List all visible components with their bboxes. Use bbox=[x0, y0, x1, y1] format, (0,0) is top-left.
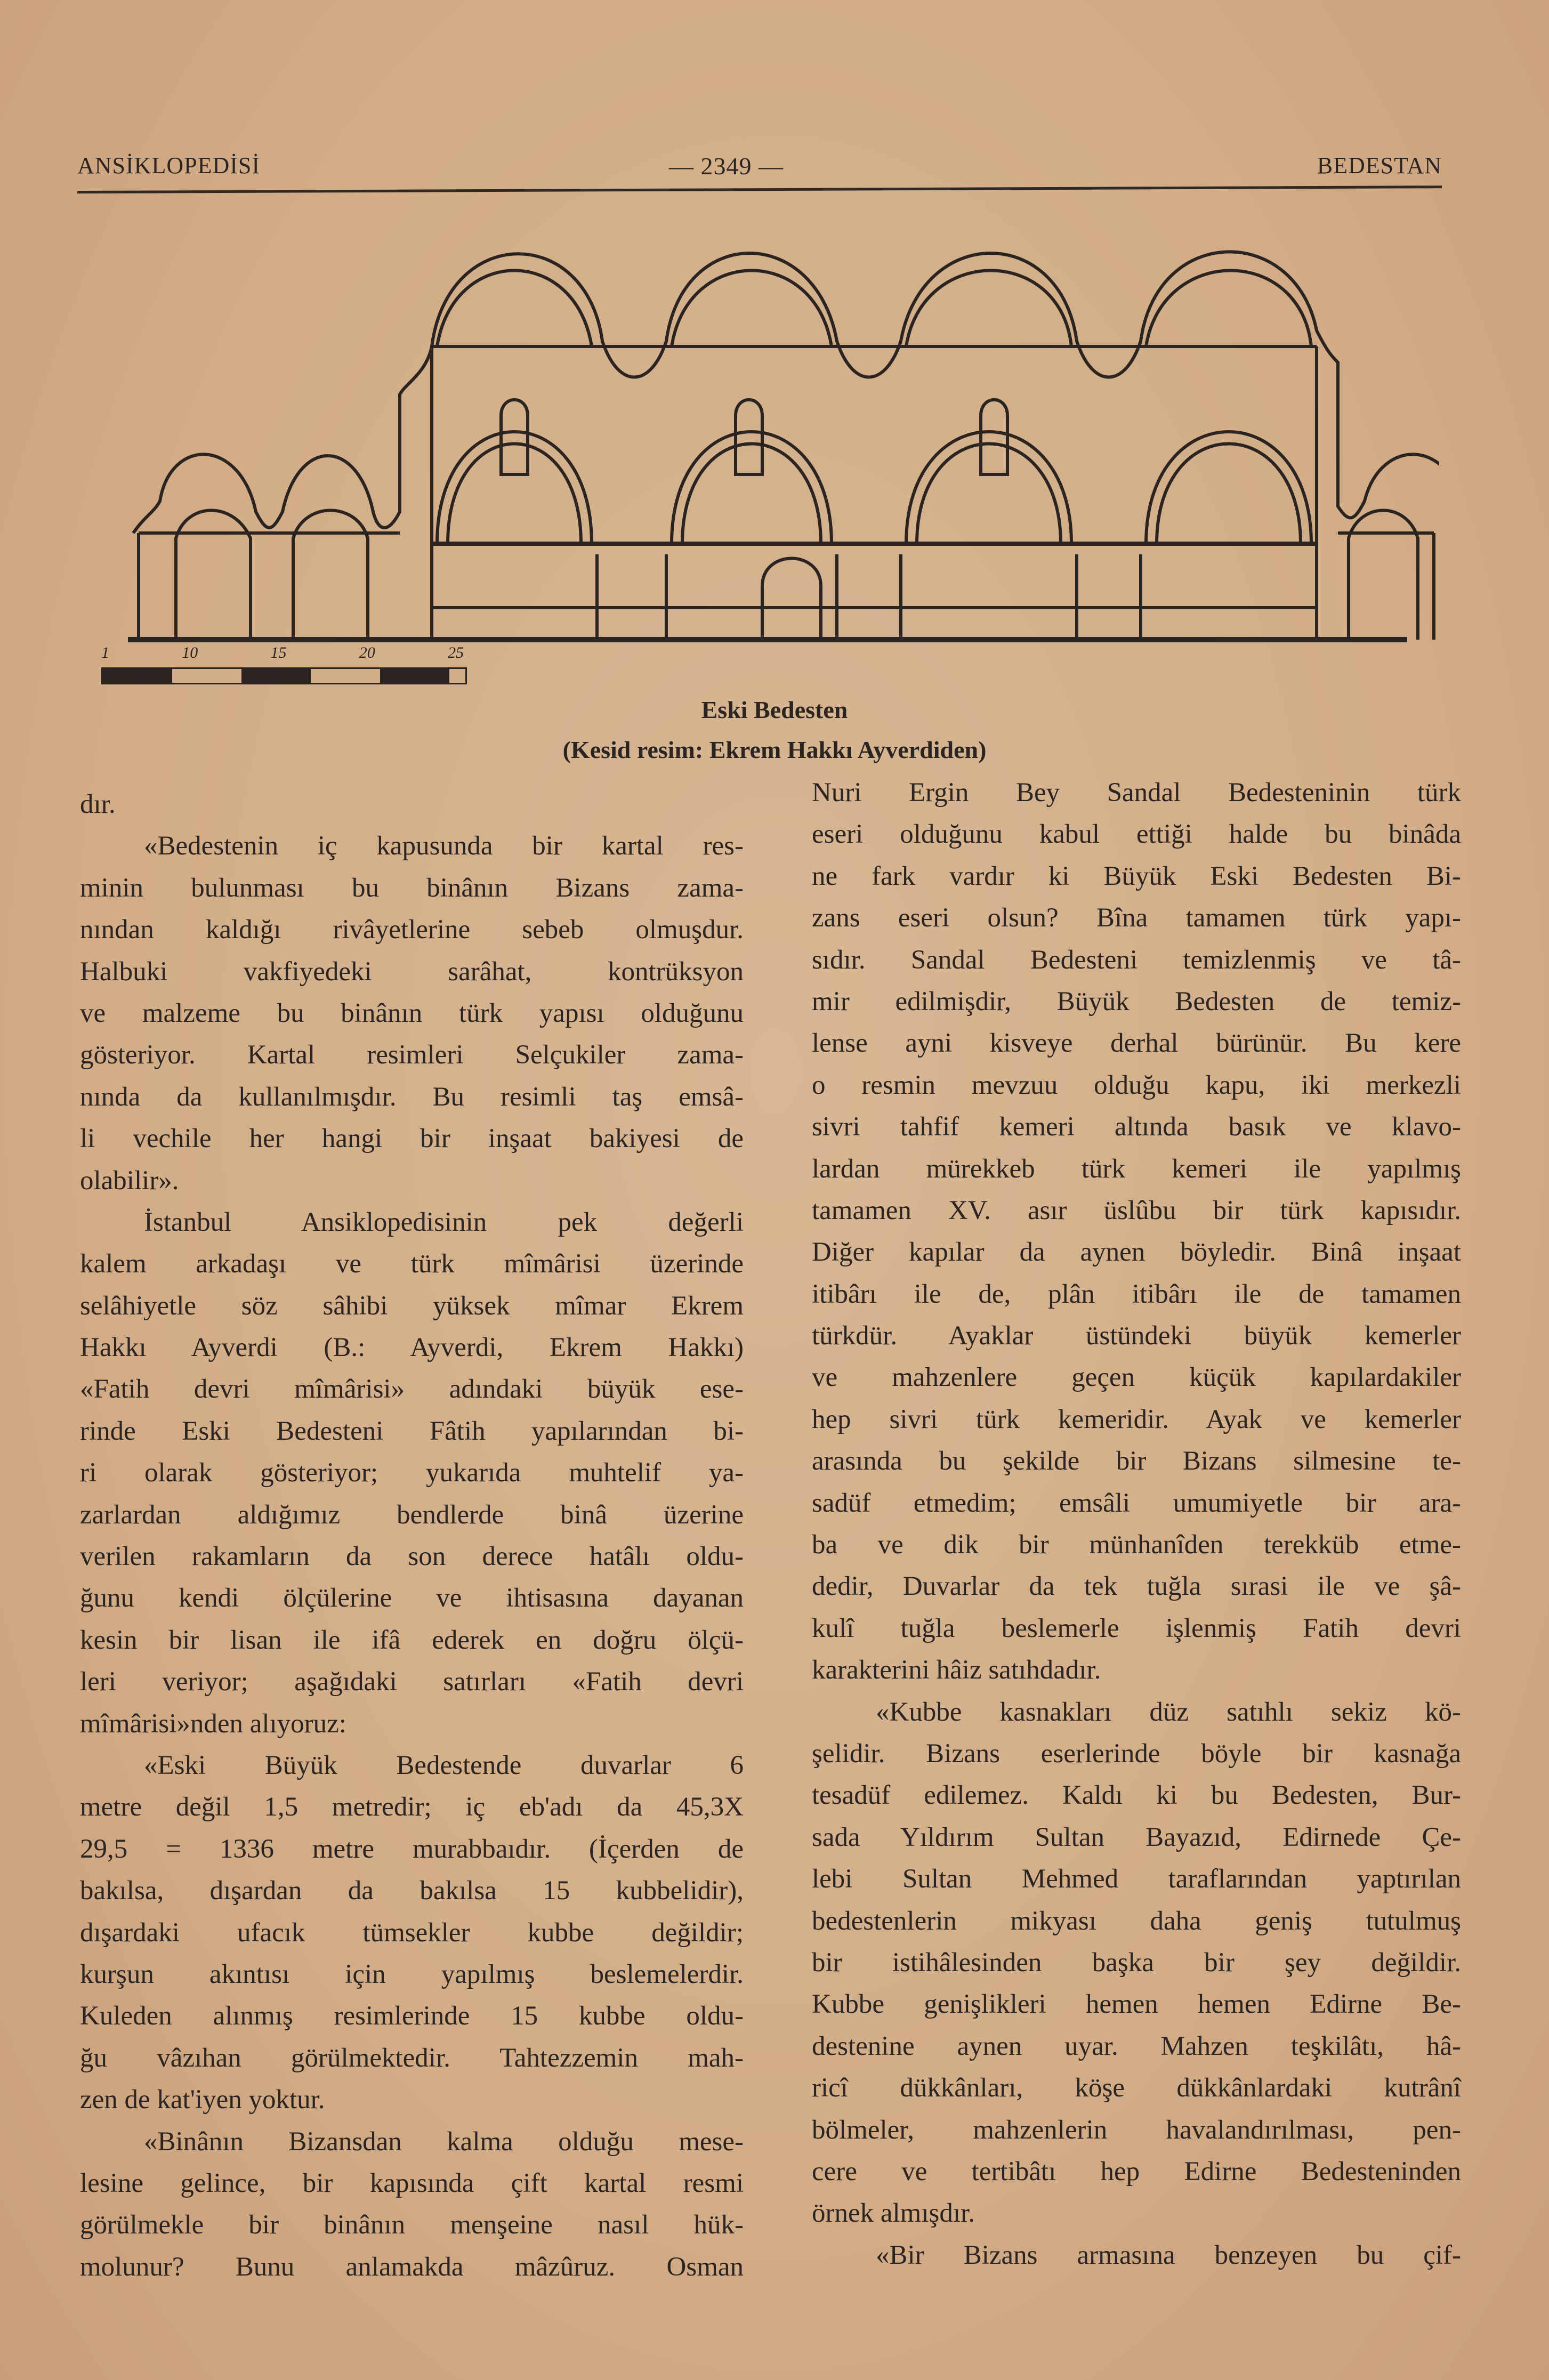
text-line: nında da kullanılmışdır. Bu resimli taş emsâ- bbox=[80, 1082, 744, 1112]
text-line: örnek almışdır. bbox=[812, 2198, 975, 2229]
scale-bar bbox=[101, 644, 464, 682]
text-line: lardan mürekkeb türk kemeri ile yapılmış bbox=[812, 1153, 1461, 1184]
text-line: sivri tahfif kemeri altında basık ve klavo- bbox=[812, 1112, 1461, 1142]
text-line: kalem arkadaşı ve türk mîmârisi üzerinde bbox=[80, 1249, 744, 1279]
text-line: Diğer kapılar da aynen böyledir. Binâ inşaat bbox=[812, 1237, 1461, 1268]
building-section-drawing bbox=[107, 235, 1439, 693]
scale-label: 15 bbox=[270, 644, 287, 661]
text-line: o resmin mevzuu olduğu kapu, iki merkezli bbox=[812, 1070, 1461, 1100]
scale-label: 10 bbox=[182, 644, 198, 661]
text-line: İstanbul Ansiklopedisinin pek değerli bbox=[144, 1207, 744, 1237]
text-line: «Bedestenin iç kapusunda bir kartal res- bbox=[144, 831, 744, 861]
text-line: kulî tuğla beslemerle işlenmiş Fatih devri bbox=[812, 1613, 1461, 1643]
scale-label: 20 bbox=[359, 644, 375, 661]
text-line: cere ve tertibâtı hep Edirne Bedesteninden bbox=[812, 2156, 1461, 2187]
text-line: rinde Eski Bedesteni Fâtih yapılarından bi- bbox=[80, 1416, 744, 1446]
text-line: sadüf etmedim; emsâli umumiyetle bir ara- bbox=[812, 1488, 1461, 1518]
text-line: «Binânın Bizansdan kalma olduğu mese- bbox=[144, 2126, 744, 2157]
text-line: mir edilmişdir, Büyük Bedesten de temiz- bbox=[812, 986, 1461, 1016]
text-line: lesine gelince, bir kapısında çift kartal resmi bbox=[80, 2168, 744, 2198]
text-line: minin bulunması bu binânın Bizans zama- bbox=[80, 873, 744, 903]
text-line: selâhiyetle söz sâhibi yüksek mîmar Ekrem bbox=[80, 1290, 744, 1321]
text-line: kurşun akıntısı için yapılmış beslemelerdir. bbox=[80, 1959, 744, 1989]
text-line: nından kaldığı rivâyetlerine sebeb olmuşdur. bbox=[80, 915, 744, 945]
text-line: kesin bir lisan ile ifâ ederek en doğru ölçü- bbox=[80, 1625, 744, 1655]
text-line: tesadüf edilemez. Kaldı ki bu Bedesten, Bur- bbox=[812, 1780, 1461, 1811]
text-line: mîmârisi»nden alıyoruz: bbox=[80, 1708, 346, 1739]
text-line: ne fark vardır ki Büyük Eski Bedesten Bi- bbox=[812, 861, 1461, 891]
figure-caption-title: Eski Bedesten bbox=[701, 696, 848, 723]
text-line: leri veriyor; aşağıdaki satırları «Fatih devri bbox=[80, 1667, 744, 1697]
text-line: ğunu kendi ölçülerine ve ihtisasına dayanan bbox=[80, 1583, 744, 1613]
right-text-column bbox=[812, 772, 1461, 2276]
text-line: tamamen XV. asır üslûbu bir türk kapısıdır. bbox=[812, 1195, 1461, 1225]
text-line: sada Yıldırım Sultan Bayazıd, Edirnede Çe- bbox=[812, 1822, 1461, 1852]
text-line: dışardaki ufacık tümsekler kubbe değildir; bbox=[80, 1917, 744, 1948]
text-line: molunur? Bunu anlamakda mâzûruz. Osman bbox=[80, 2252, 744, 2282]
text-line: sıdır. Sandal Bedesteni temizlenmiş ve tâ- bbox=[812, 945, 1461, 975]
text-line: Kuleden alınmış resimlerinde 15 kubbe oldu- bbox=[80, 2001, 744, 2031]
text-line: karakterini hâiz satıhdadır. bbox=[812, 1655, 1101, 1685]
header-encyclopedia-title: ANSİKLOPEDİSİ bbox=[77, 152, 260, 179]
text-line: bakılsa, dışardan da bakılsa 15 kubbelidir), bbox=[80, 1876, 744, 1906]
text-line: Kubbe genişlikleri hemen hemen Edirne Be- bbox=[812, 1989, 1461, 2020]
text-line: «Bir Bizans armasına benzeyen bu çif- bbox=[876, 2240, 1461, 2270]
text-line: bölmeler, mahzenlerin havalandırılması, pen- bbox=[812, 2115, 1461, 2145]
text-line: Hakkı Ayverdi (B.: Ayverdi, Ekrem Hakkı) bbox=[80, 1333, 744, 1363]
page-number: — 2349 — bbox=[669, 152, 784, 180]
text-line: lense ayni kisveye derhal bürünür. Bu kere bbox=[812, 1028, 1461, 1059]
text-line: metre değil 1,5 metredir; iç eb'adı da 45,3X bbox=[80, 1792, 744, 1822]
text-line: ve mahzenlere geçen küçük kapılardakiler bbox=[812, 1362, 1461, 1393]
text-line: «Fatih devri mîmârisi» adındaki büyük ese- bbox=[80, 1374, 744, 1405]
text-line: hep sivri türk kemeridir. Ayak ve kemerler bbox=[812, 1404, 1461, 1434]
text-line: itibârı ile de, plân itibârı ile de tamamen bbox=[812, 1279, 1461, 1309]
text-line: Nuri Ergin Bey Sandal Bedesteninin türk bbox=[812, 778, 1461, 808]
text-line: ve malzeme bu binânın türk yapısı olduğunu bbox=[80, 998, 744, 1028]
header-entry-title: BEDESTAN bbox=[1317, 152, 1442, 179]
left-text-column bbox=[80, 784, 744, 2288]
running-head bbox=[77, 152, 1442, 184]
text-line: dır. bbox=[80, 789, 116, 819]
text-line: türkdür. Ayaklar üstündeki büyük kemerler bbox=[812, 1321, 1461, 1351]
text-line: bir istihâlesinden başka bir şey değildir. bbox=[812, 1947, 1461, 1978]
text-line: «Kubbe kasnakları düz satıhlı sekiz kö- bbox=[876, 1697, 1461, 1727]
text-line: zen de kat'iyen yoktur. bbox=[80, 2085, 325, 2115]
text-line: eseri olduğunu kabul ettiği halde bu binâda bbox=[812, 819, 1461, 850]
text-line: şelidir. Bizans eserlerinde böyle bir kasnağa bbox=[812, 1738, 1461, 1769]
scale-label: 25 bbox=[448, 644, 464, 661]
text-line: dedir, Duvarlar da tek tuğla sırasi ile ve şâ- bbox=[812, 1571, 1461, 1602]
text-line: ricî dükkânları, köşe dükkânlardaki kutrânî bbox=[812, 2073, 1461, 2103]
text-line: ri olarak gösteriyor; yukarıda muhtelif ya- bbox=[80, 1458, 744, 1488]
text-line: ba ve dik bir münhanîden terekküb etme- bbox=[812, 1530, 1461, 1560]
figure-caption-credit: (Kesid resim: Ekrem Hakkı Ayverdiden) bbox=[562, 736, 987, 763]
text-line: bedestenlerin mikyası daha geniş tutulmuş bbox=[812, 1906, 1461, 1936]
text-line: «Eski Büyük Bedestende duvarlar 6 bbox=[144, 1750, 744, 1780]
text-line: zarlardan aldığımız bendlerde binâ üzerine bbox=[80, 1499, 744, 1530]
text-line: zans eseri olsun? Bîna tamamen türk yapı- bbox=[812, 903, 1461, 933]
text-line: gösteriyor. Kartal resimleri Selçukiler zama- bbox=[80, 1040, 744, 1070]
text-line: arasında bu şekilde bir Bizans silmesine te- bbox=[812, 1446, 1461, 1477]
text-line: görülmekle bir binânın menşeine nasıl hük- bbox=[80, 2210, 744, 2240]
text-line: destenine aynen uyar. Mahzen teşkilâtı, hâ- bbox=[812, 2031, 1461, 2061]
text-line: olabilir». bbox=[80, 1165, 179, 1196]
text-line: ğu vâzıhan görülmektedir. Tahtezzemin mah- bbox=[80, 2043, 744, 2073]
text-line: lebi Sultan Mehmed taraflarından yaptırılan bbox=[812, 1864, 1461, 1894]
text-line: 29,5 = 1336 metre murabbaıdır. (İçerden de bbox=[80, 1834, 744, 1864]
text-line: verilen rakamların da son derece hatâlı oldu- bbox=[80, 1542, 744, 1572]
scale-label: 1 bbox=[101, 644, 109, 661]
text-line: li vechile her hangi bir inşaat bakiyesi de bbox=[80, 1124, 744, 1154]
header-rule bbox=[77, 185, 1442, 193]
text-line: Halbuki vakfiyedeki sarâhat, kontrüksyon bbox=[80, 956, 744, 987]
cross-section-figure bbox=[101, 235, 1439, 693]
